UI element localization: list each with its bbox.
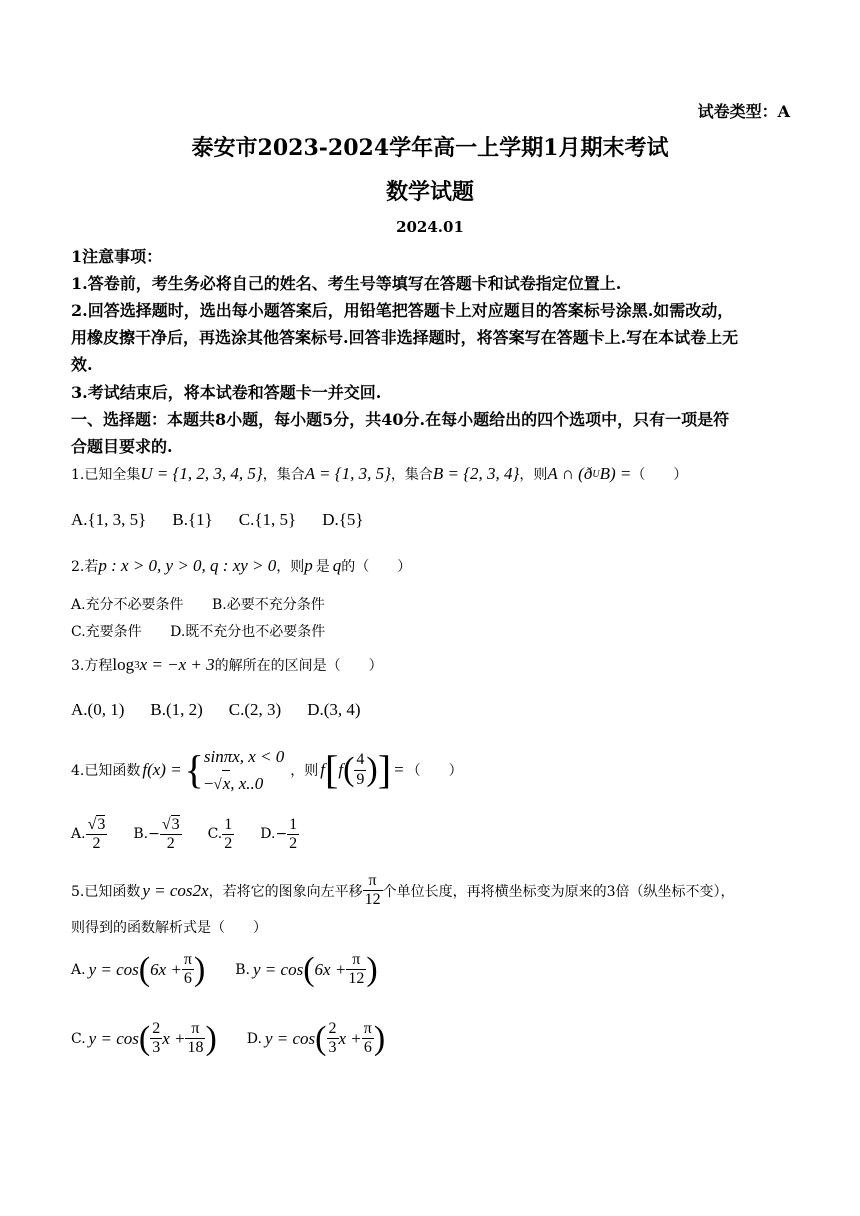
q5-option-a[interactable]: A. y = cos ( 6x + $\frac{\pi}{6}$ ) xyxy=(71,950,206,988)
question-5-line-2: 则得到的函数解析式是（ ） xyxy=(71,920,267,936)
q2-option-c[interactable]: C.充要条件 xyxy=(71,624,142,640)
section-heading-line-1: 一、选择题：本题共8小题，每小题5分，共40分.在每小题给出的四个选项中，只有一项是符 xyxy=(71,410,730,429)
q4-option-a-den: 2 xyxy=(92,835,101,853)
q5-text: 个单位长度，再将横坐标变为原来的3倍（纵坐标不变）， xyxy=(382,883,735,900)
q5-option-a-num: π xyxy=(182,951,194,970)
q4-option-b[interactable]: B.− $\frac{√3}{2}$ xyxy=(133,816,180,853)
q2-text: 是 xyxy=(315,559,330,575)
q2-text: ，则 xyxy=(276,559,305,575)
q1-expression: A ∩ (ð xyxy=(547,464,593,483)
q2-option-b[interactable]: B.必要不充分条件 xyxy=(212,597,325,613)
q1-universal-set: U = {1, 2, 3, 4, 5} xyxy=(140,464,263,483)
question-3-options xyxy=(71,700,387,720)
q2-p: p xyxy=(304,556,313,575)
q1-option-d[interactable]: D.{5} xyxy=(322,510,364,529)
q4-outer-f: f xyxy=(320,760,326,779)
q5-prefix: 5.已知函数 xyxy=(71,883,141,900)
exam-title: 泰安市2023-2024学年高一上学期1月期末考试 xyxy=(191,135,669,161)
q5-option-c-coef-num: 2 xyxy=(150,1020,162,1039)
q4-option-a[interactable]: A. $\frac{√3}{2}$ xyxy=(71,816,106,853)
q5-option-d-label: D. xyxy=(246,1030,262,1047)
q3-expression: x = −x + 3 xyxy=(139,655,215,674)
q5-option-d-arg: x + xyxy=(338,1028,362,1048)
q5-shift-den: 12 xyxy=(364,891,381,909)
q4-option-c-den: 2 xyxy=(224,834,233,852)
q4-option-c[interactable] xyxy=(208,816,235,854)
notice-item-1: 1.答卷前，考生务必将自己的姓名、考生号等填写在答题卡和试卷指定位置上. xyxy=(71,274,622,293)
question-2-options-row-1 xyxy=(71,594,325,614)
q2-expression: p : x > 0, y > 0, q : xy > 0 xyxy=(98,556,277,575)
q4-option-b-label: B.− xyxy=(133,826,160,843)
q4-fraction-num: 4 xyxy=(354,751,366,770)
q4-function: f(x) = xyxy=(142,760,182,779)
q5-option-d-coef-num: 2 xyxy=(327,1020,339,1039)
question-1 xyxy=(71,464,687,484)
question-5-options-row-1 xyxy=(71,951,404,989)
q5-option-a-den: 6 xyxy=(183,970,192,988)
question-1-options xyxy=(71,510,390,530)
q4-option-c-num: 1 xyxy=(222,816,234,835)
notice-item-2-line-2: 用橡皮擦干净后，再选涂其他答案标号.回答非选择题时，将答案写在答题卡上.写在本试卷上无 xyxy=(71,328,739,347)
question-4: 4.已知函数 f(x) = { sinπx, x < 0 −√x, x..0 ，则 f [ f ( $\frac{4}{9}$ ) ] = （ ） xyxy=(71,744,463,796)
notice-item-3: 3.考试结束后，将本试卷和答题卡一并交回. xyxy=(71,383,382,402)
q5-option-b-den: 12 xyxy=(348,970,365,988)
q5-shift-num: π xyxy=(363,872,383,891)
q4-fraction-den: 9 xyxy=(356,770,365,788)
q1-complement-subscript: U xyxy=(592,468,600,480)
q3-log-base: 3 xyxy=(134,659,140,671)
q2-q: q xyxy=(332,556,342,575)
q4-option-d[interactable] xyxy=(260,816,299,854)
q5-option-c-label: C. xyxy=(71,1030,86,1047)
q3-tail: 的解所在的区间是（ ） xyxy=(214,658,383,674)
q5-function: y = cos2x xyxy=(142,880,209,900)
q1-expression: B) = xyxy=(599,464,632,483)
exam-subtitle: 数学试题 xyxy=(385,179,474,205)
q4-option-a-num: 3 xyxy=(97,816,106,833)
q3-option-b[interactable]: B.(1, 2) xyxy=(150,700,203,719)
q5-option-a-label: A. xyxy=(71,961,86,978)
q4-option-d-label: D.− xyxy=(260,826,288,843)
q4-text: ，则 xyxy=(290,763,319,779)
q4-fraction xyxy=(354,751,366,789)
question-5-options-row-2 xyxy=(71,1020,411,1058)
q4-option-a-label: A. xyxy=(71,826,86,843)
q2-option-a[interactable]: A.充分不必要条件 xyxy=(71,597,184,613)
q5-option-c-arg: x + xyxy=(162,1028,186,1048)
notice-heading: 1注意事项： xyxy=(71,247,163,266)
section-heading-line-2: 合题目要求的. xyxy=(71,437,173,456)
q5-option-c-cos: y = cos xyxy=(88,1028,139,1048)
q1-prefix: 1.已知全集 xyxy=(71,467,141,483)
q5-option-b-arg: 6x + xyxy=(314,959,347,979)
question-2 xyxy=(71,556,411,576)
q4-case-2-minus: − xyxy=(203,773,214,793)
q1-blank: （ ） xyxy=(631,467,688,483)
exam-date: 2024.01 xyxy=(396,218,464,236)
q1-set-a: A = {1, 3, 5} xyxy=(304,464,391,483)
q4-case-2-cond: , x..0 xyxy=(230,773,264,793)
q4-case-2-radicand: x xyxy=(222,770,231,797)
notice-item-2-line-1: 2.回答选择题时，选出每小题答案后，用铅笔把答题卡上对应题目的答案标号涂黑.如需改动， xyxy=(71,301,734,320)
q5-option-c-den: 18 xyxy=(187,1039,204,1057)
q2-option-d[interactable]: D.既不充分也不必要条件 xyxy=(170,624,326,640)
question-5 xyxy=(71,872,735,910)
q4-blank: （ ） xyxy=(406,763,463,779)
q1-set-b: B = {2, 3, 4} xyxy=(432,464,520,483)
q1-text: ，集合 xyxy=(390,467,433,483)
q3-log: log xyxy=(112,655,135,674)
q4-equals: = xyxy=(394,760,404,779)
notice-item-2-line-3: 效. xyxy=(71,355,93,374)
question-2-options-row-2 xyxy=(71,621,325,641)
q2-prefix: 2.若 xyxy=(71,559,99,575)
q4-inner-f: f xyxy=(338,760,344,779)
question-3 xyxy=(71,655,383,675)
q4-option-b-num: 3 xyxy=(171,816,180,833)
q5-option-b-cos: y = cos xyxy=(253,959,304,979)
question-4-options xyxy=(71,815,325,854)
q3-option-d[interactable]: D.(3, 4) xyxy=(307,700,361,719)
q1-text: ，集合 xyxy=(262,467,305,483)
q3-option-a[interactable]: A.(0, 1) xyxy=(71,700,125,719)
q4-option-b-den: 2 xyxy=(166,835,175,853)
q1-option-a[interactable]: A.{1, 3, 5} xyxy=(71,510,147,529)
q1-option-c[interactable]: C.{1, 5} xyxy=(238,510,297,529)
q5-text: ，若将它的图象向左平移 xyxy=(208,883,363,900)
q5-option-b-label: B. xyxy=(235,961,251,978)
q4-case-2: −√x, x..0 xyxy=(204,770,284,797)
q5-option-c[interactable]: C. y = cos ( $\frac{2}{3}$ x + $\frac{\pi}{18}$ ) xyxy=(71,1019,217,1057)
q5-option-b[interactable]: B. y = cos ( 6x + $\frac{\pi}{12}$ ) xyxy=(235,950,378,988)
q4-case-1: sinπx, x < 0 xyxy=(203,747,285,766)
q5-option-a-arg: 6x + xyxy=(150,959,182,979)
q1-text: ，则 xyxy=(519,467,548,483)
q1-option-b[interactable]: B.{1} xyxy=(172,510,213,529)
paper-type: 试卷类型：A xyxy=(697,102,790,121)
q5-option-a-cos: y = cos xyxy=(88,959,139,979)
q4-option-d-num: 1 xyxy=(287,816,299,835)
q5-option-c-num: π xyxy=(185,1020,205,1039)
q5-option-d-coef-den: 3 xyxy=(328,1039,337,1057)
q5-option-d-num: π xyxy=(362,1020,374,1039)
q5-option-d-den: 6 xyxy=(363,1039,372,1057)
q4-prefix: 4.已知函数 xyxy=(71,763,141,779)
q5-shift xyxy=(363,872,383,910)
q5-option-c-coef-den: 3 xyxy=(152,1039,161,1057)
q3-option-c[interactable]: C.(2, 3) xyxy=(228,700,282,719)
q5-option-d[interactable]: D. y = cos ( $\frac{2}{3}$ x + $\frac{\pi}{6}$ ) xyxy=(246,1019,386,1057)
q4-piecewise xyxy=(204,744,284,796)
q4-option-c-label: C. xyxy=(207,826,223,843)
q3-prefix: 3.方程 xyxy=(71,658,113,674)
q5-option-b-num: π xyxy=(346,951,366,970)
q2-tail: 的（ ） xyxy=(341,559,412,575)
q4-option-d-den: 2 xyxy=(289,834,298,852)
q5-option-d-cos: y = cos xyxy=(264,1028,316,1048)
